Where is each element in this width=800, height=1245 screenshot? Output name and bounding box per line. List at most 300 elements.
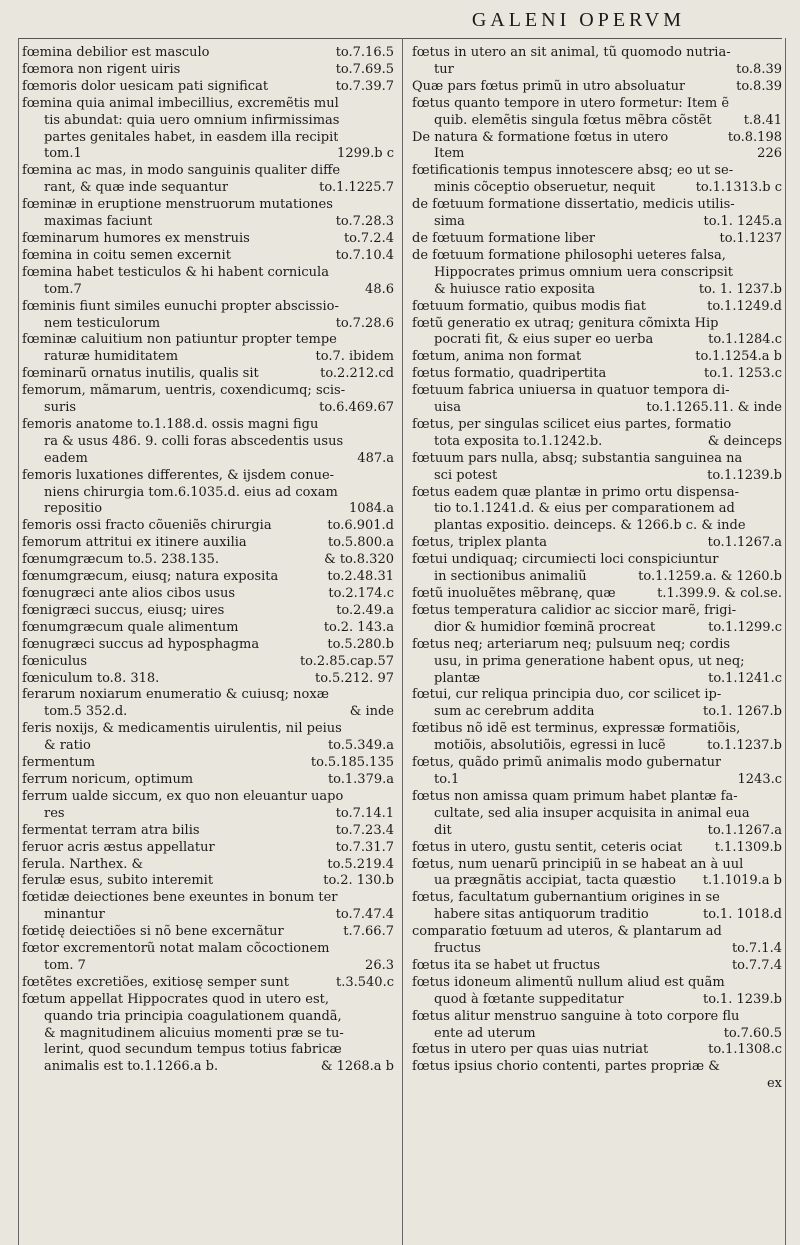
entry-reference: to.1.1265.11. & inde — [646, 400, 782, 416]
index-entry — [22, 941, 394, 975]
entry-text: fœtus formatio, quadripertita — [412, 366, 607, 382]
entry-line — [412, 857, 782, 874]
entry-text: fœminis fiunt similes eunuchi propter abscissio- — [22, 298, 339, 314]
index-entry — [412, 603, 782, 637]
entry-line — [412, 45, 782, 62]
entry-line — [412, 772, 782, 789]
entry-text: fœtus temperatura calidior ac siccior marẽ, frigi- — [412, 602, 737, 618]
entry-text: feris noxijs, & medicamentis uirulentis, nil peius — [22, 721, 342, 737]
entry-text: femorum attritui ex itinere auxilia — [22, 535, 247, 551]
entry-line — [22, 941, 394, 958]
entry-text: Quæ pars fœtus primũ in utro absoluatur — [412, 78, 686, 94]
entry-reference: t.1.399.9. & col.se. — [657, 586, 782, 601]
entry-reference: to.5.800.a — [327, 535, 394, 551]
entry-text: fœtus, facultatum gubernantium origines in se — [412, 890, 720, 906]
entry-line — [412, 535, 782, 552]
entry-reference: & 1268.a b — [320, 1059, 394, 1075]
entry-reference: to.8.198 — [727, 129, 782, 145]
index-entry — [412, 45, 782, 79]
entry-line — [22, 434, 394, 451]
entry-line — [22, 214, 394, 231]
entry-reference: to.2.48.31 — [327, 569, 394, 585]
entry-text: fœmina in coitu semen excernit — [22, 247, 231, 263]
entry-text: tur — [434, 61, 454, 77]
entry-text: to.1 — [434, 771, 460, 787]
index-entry — [412, 789, 782, 840]
index-entry — [22, 163, 394, 197]
entry-line — [22, 130, 394, 147]
entry-line — [412, 518, 782, 535]
entry-reference: to.1.1237 — [719, 230, 782, 246]
entry-reference: to.5.349.a — [327, 738, 394, 754]
entry-text: fœminarũ ornatus inutilis, qualis sit — [22, 366, 259, 382]
entry-text: repositio — [44, 501, 103, 517]
entry-text: femoris anatome to.1.188.d. ossis magni figu — [22, 416, 319, 432]
entry-line — [22, 992, 394, 1009]
entry-text: tom.1 — [44, 146, 82, 162]
entry-line — [22, 620, 394, 637]
entry-line — [22, 687, 394, 704]
entry-text: fœtus idoneum alimentũ nullum aliud est quãm — [412, 974, 725, 990]
entry-reference: t.8.41 — [743, 112, 782, 128]
entry-text: fœtus eadem quæ plantæ in primo ortu dispensa- — [412, 484, 739, 500]
entry-text: usu, in prima generatione habent opus, ut neq; — [434, 653, 745, 669]
index-entry — [412, 924, 782, 958]
entry-reference: to.1.1249.d — [707, 298, 782, 314]
entry-text: fœtũ generatio ex utraq; genitura cõmixta Hip — [412, 315, 719, 331]
entry-text: tio to.1.1241.d. & eius per comparationem ad — [434, 501, 735, 517]
entry-reference: to.5.212. 97 — [315, 670, 394, 686]
entry-text: comparatio fœtuum ad uteros, & plantarum ad — [412, 924, 722, 940]
index-entry — [22, 468, 394, 519]
entry-text: minis cõceptio obseruetur, nequit — [434, 180, 656, 196]
running-header: GALENI OPERVM — [471, 9, 685, 31]
index-entry — [412, 197, 782, 231]
entry-line — [22, 248, 394, 265]
index-entry — [22, 366, 394, 383]
entry-text: quod à fœtante suppeditatur — [434, 991, 624, 1007]
entry-reference: to.1.1313.b c — [695, 180, 782, 196]
entry-line — [412, 958, 782, 975]
entry-reference: 1243.c — [737, 771, 782, 787]
entry-text: tom.7 — [44, 281, 82, 297]
entry-text: plantæ — [434, 670, 481, 686]
entry-line — [22, 637, 394, 654]
right-margin-rule — [785, 38, 786, 1245]
index-entry — [22, 569, 394, 586]
entry-reference: t.7.66.7 — [343, 924, 394, 940]
entry-line — [412, 96, 782, 113]
index-entry — [412, 79, 782, 96]
entry-line — [412, 62, 782, 79]
index-entry — [412, 231, 782, 248]
entry-text: fœnumgræcum quale alimentum — [22, 619, 239, 635]
entry-text: quando tria principia coagulationem quandã, — [44, 1008, 342, 1024]
entry-text: fœnugræci succus ad hyposphagma — [22, 636, 260, 652]
entry-line — [22, 789, 394, 806]
entry-text: animalis est to.1.1266.a b. — [44, 1059, 219, 1075]
index-entry — [22, 975, 394, 992]
entry-text: partes genitales habet, in easdem illa recipit — [44, 129, 339, 145]
entry-reference: & deinceps — [707, 433, 782, 449]
entry-line — [412, 79, 782, 96]
index-entry — [22, 586, 394, 603]
entry-reference: to.7.69.5 — [335, 61, 394, 77]
index-entry — [22, 299, 394, 333]
entry-reference: t.3.540.c — [336, 974, 394, 990]
entry-reference: to.7.16.5 — [335, 45, 394, 60]
entry-text: eadem — [44, 450, 88, 466]
index-entry — [412, 637, 782, 688]
index-entry — [412, 840, 782, 857]
index-entry — [22, 687, 394, 721]
entry-line — [412, 552, 782, 569]
index-entry — [412, 687, 782, 721]
entry-line — [22, 349, 394, 366]
entry-line — [22, 1042, 394, 1059]
entry-text: fœminæ in eruptione menstruorum mutationes — [22, 197, 333, 213]
entry-reference: to.7.10.4 — [335, 247, 394, 263]
entry-text: & magnitudinem alicuius momenti præ se tu- — [44, 1025, 344, 1041]
entry-line — [22, 1026, 394, 1043]
entry-text: dior & humidior fœminã procreat — [434, 619, 656, 635]
entry-line — [22, 265, 394, 282]
entry-line — [412, 1009, 782, 1026]
entry-line — [22, 569, 394, 586]
entry-reference: to.1. 1018.d — [702, 907, 782, 923]
entry-line — [22, 1009, 394, 1026]
entry-reference: to.2.85.cap.57 — [299, 653, 394, 669]
entry-text: dit — [434, 822, 452, 838]
entry-line — [22, 873, 394, 890]
entry-line — [412, 163, 782, 180]
index-column-left — [22, 45, 394, 1245]
entry-line — [22, 1059, 394, 1076]
entry-line — [412, 992, 782, 1009]
entry-text: sci potest — [434, 467, 498, 483]
entry-text: fœtus non amissa quam primum habet plantæ fa- — [412, 788, 738, 804]
entry-reference: to.5.280.b — [327, 636, 394, 652]
entry-line — [22, 586, 394, 603]
entry-text: fœtibus nõ idẽ est terminus, expressæ formatiõis, — [412, 721, 741, 737]
entry-text: fœtẽtes excretiões, exitiosę semper sunt — [22, 974, 289, 990]
index-entry — [412, 485, 782, 536]
entry-reference: to.7.28.3 — [335, 214, 394, 230]
index-entry — [22, 873, 394, 890]
entry-text: ra & usus 486. 9. colli foras abscedentis usus — [44, 433, 344, 449]
entry-text: fœmina debilior est masculo — [22, 45, 210, 60]
entry-line — [412, 721, 782, 738]
entry-line — [412, 671, 782, 688]
index-entry — [412, 552, 782, 586]
index-entry — [412, 755, 782, 789]
entry-line — [412, 890, 782, 907]
entry-text: fœnumgræcum to.5. 238.135. — [22, 552, 219, 568]
entry-line — [412, 316, 782, 333]
entry-line — [22, 197, 394, 214]
entry-text: motiõis, absolutiõis, egressi in lucẽ — [434, 738, 666, 754]
entry-text: fœmina habet testiculos & hi habent cornicula — [22, 264, 329, 280]
entry-text: sima — [434, 214, 465, 230]
entry-text: femorum, mãmarum, uentris, coxendicumq; scis- — [22, 383, 346, 399]
index-entry — [22, 552, 394, 569]
entry-text: de fœtuum formatione philosophi ueteres falsa, — [412, 247, 726, 263]
index-entry — [412, 721, 782, 755]
entry-text: tis abundat: quia uero omnium infirmissimas — [44, 112, 340, 128]
entry-line — [22, 366, 394, 383]
index-entry — [22, 671, 394, 688]
entry-line — [22, 518, 394, 535]
entry-line — [22, 535, 394, 552]
index-entry — [22, 417, 394, 468]
entry-text: fœtus, triplex planta — [412, 535, 548, 551]
entry-line — [412, 654, 782, 671]
index-entry — [412, 1042, 782, 1059]
index-entry — [22, 924, 394, 941]
column-divider-rule — [402, 38, 403, 1245]
index-entry — [22, 79, 394, 96]
entry-line — [22, 823, 394, 840]
entry-line — [22, 79, 394, 96]
index-column-right — [412, 45, 782, 1245]
entry-line — [22, 671, 394, 688]
entry-reference: to.1. 1239.b — [702, 991, 782, 1007]
index-entry — [412, 299, 782, 316]
entry-reference: to.5.219.4 — [327, 856, 394, 872]
entry-text: pocrati fit, & eius super eo uerba — [434, 332, 654, 348]
entry-reference: to.6.469.67 — [319, 400, 394, 416]
entry-text: tota exposita to.1.1242.b. — [434, 433, 603, 449]
entry-line — [412, 146, 782, 163]
entry-text: fermentat terram atra bilis — [22, 822, 200, 838]
index-entry — [412, 586, 782, 603]
entry-line — [412, 299, 782, 316]
entry-line — [412, 383, 782, 400]
index-entry — [22, 840, 394, 857]
index-entry — [412, 366, 782, 383]
entry-text: rant, & quæ inde sequantur — [44, 180, 229, 196]
index-entry — [412, 535, 782, 552]
entry-line — [22, 890, 394, 907]
entry-text: fructus — [434, 941, 481, 957]
entry-reference: to.1.1237.b — [707, 738, 782, 754]
index-entry — [22, 637, 394, 654]
entry-line — [22, 299, 394, 316]
entry-text: fœtus, per singulas scilicet eius partes, formatio — [412, 416, 732, 432]
entry-line — [22, 924, 394, 941]
entry-line — [412, 214, 782, 231]
index-entry — [22, 332, 394, 366]
entry-line — [22, 400, 394, 417]
entry-line — [22, 603, 394, 620]
entry-text: fœtificationis tempus innotescere absq; eo ut se- — [412, 163, 734, 179]
entry-text: fœtus in utero per quas uias nutriat — [412, 1042, 649, 1058]
entry-text: sum ac cerebrum addita — [434, 704, 595, 720]
entry-reference: to.8.39 — [736, 61, 782, 77]
entry-text: fœtum appellat Hippocrates quod in utero est, — [22, 991, 329, 1007]
entry-text: fœnumgræcum, eiusq; natura exposita — [22, 569, 279, 585]
index-entry — [412, 383, 782, 417]
entry-line — [412, 451, 782, 468]
entry-line — [412, 603, 782, 620]
entry-text: & ratio — [44, 738, 91, 754]
entry-reference: to.1.1259.a. & 1260.b — [638, 569, 782, 585]
index-entry — [412, 1009, 782, 1043]
entry-line — [412, 434, 782, 451]
entry-line — [22, 654, 394, 671]
entry-text: ferrum ualde siccum, ex quo non eleuantur uapo — [22, 788, 344, 804]
index-entry — [22, 518, 394, 535]
entry-line — [22, 704, 394, 721]
entry-text: fœminarum humores ex menstruis — [22, 230, 250, 246]
entry-text: & huiusce ratio exposita — [434, 281, 596, 297]
entry-text: habere sitas antiquorum traditio — [434, 907, 649, 923]
index-entry — [22, 265, 394, 299]
entry-line — [22, 62, 394, 79]
index-entry — [22, 96, 394, 164]
entry-reference: to.7.60.5 — [723, 1025, 782, 1041]
entry-line — [22, 383, 394, 400]
entry-reference: to.1.1241.c — [708, 670, 782, 686]
index-entry — [412, 890, 782, 924]
index-entry — [22, 789, 394, 823]
entry-line — [412, 349, 782, 366]
entry-text: fœnugræci ante alios cibos usus — [22, 586, 236, 601]
index-entry — [412, 316, 782, 350]
entry-reference: to.2. 143.a — [323, 619, 394, 635]
entry-reference: to.2.174.c — [328, 586, 394, 601]
entry-reference: to.1.1267.a — [707, 822, 782, 838]
entry-reference: to.7.7.4 — [731, 957, 782, 973]
entry-line — [412, 873, 782, 890]
index-entry — [22, 857, 394, 874]
entry-text: feruor acris æstus appellatur — [22, 839, 215, 855]
entry-reference: to.8.39 — [736, 78, 782, 94]
entry-text: quib. elemẽtis singula fœtus mẽbra cõstẽt — [434, 112, 712, 128]
entry-text: fœniculum to.8. 318. — [22, 670, 160, 686]
entry-line — [412, 501, 782, 518]
entry-line — [22, 163, 394, 180]
entry-text: fœtum, anima non format — [412, 349, 582, 365]
entry-line — [412, 197, 782, 214]
entry-text: fœtus in utero an sit animal, tũ quomodo nutria- — [412, 45, 731, 60]
entry-text: fœtũ inuoluẽtes mẽbranę, quæ — [412, 586, 616, 601]
entry-line — [412, 468, 782, 485]
entry-line — [22, 840, 394, 857]
entry-line — [412, 231, 782, 248]
entry-reference: to.7.47.4 — [335, 907, 394, 923]
entry-line — [412, 637, 782, 654]
index-entry — [22, 535, 394, 552]
entry-line — [412, 485, 782, 502]
entry-text: fœmina quia animal imbecillius, excremẽtis mul — [22, 95, 339, 111]
entry-text: uisa — [434, 400, 461, 416]
entry-reference: to.1.1254.a b — [695, 349, 782, 365]
entry-reference: t.1.1019.a b — [702, 873, 782, 889]
index-entry — [22, 654, 394, 671]
index-entry — [22, 890, 394, 924]
entry-text: plantas expositio. deinceps. & 1266.b c. & inde — [434, 518, 746, 534]
entry-reference: to.5.185.135 — [310, 755, 394, 771]
entry-line — [412, 789, 782, 806]
entry-text: fœtus neq; arteriarum neq; pulsuum neq; cordis — [412, 636, 731, 652]
entry-text: fœmora non rigent uiris — [22, 61, 181, 77]
index-entry — [22, 721, 394, 755]
entry-line — [22, 451, 394, 468]
entry-line — [412, 1076, 782, 1093]
entry-text: fœmina ac mas, in modo sanguinis qualiter diffe — [22, 163, 341, 179]
entry-line — [412, 366, 782, 383]
index-entry — [412, 975, 782, 1009]
entry-reference: to.1. 1245.a — [703, 214, 782, 230]
entry-line — [22, 806, 394, 823]
entry-line — [22, 552, 394, 569]
entry-line — [412, 1042, 782, 1059]
entry-line — [412, 1059, 782, 1076]
entry-line — [412, 620, 782, 637]
entry-reference: to.7.28.6 — [335, 315, 394, 331]
entry-reference: 226 — [757, 146, 782, 162]
entry-text: fœtus ipsius chorio contenti, partes propriæ & — [412, 1059, 720, 1075]
entry-reference: to.1.1308.c — [708, 1042, 782, 1058]
entry-line — [412, 417, 782, 434]
entry-line — [412, 248, 782, 265]
entry-text: De natura & formatione fœtus in utero — [412, 129, 669, 145]
entry-reference: 1084.a — [349, 501, 394, 517]
entry-reference: & inde — [349, 704, 394, 720]
entry-text: tom.5 352.d. — [44, 704, 128, 720]
index-entry — [22, 772, 394, 789]
entry-line — [22, 958, 394, 975]
index-entry — [412, 163, 782, 197]
entry-text: fœtus, quãdo primũ animalis modo gubernatur — [412, 755, 722, 771]
entry-line — [412, 180, 782, 197]
entry-text: de fœtuum formatione dissertatio, medicis utilis- — [412, 197, 735, 213]
entry-reference: 487.a — [357, 450, 394, 466]
entry-line — [412, 941, 782, 958]
entry-text: fœtuum pars nulla, absq; substantia sanguinea na — [412, 450, 743, 466]
entry-line — [22, 417, 394, 434]
entry-reference: to.2.49.a — [336, 602, 394, 618]
entry-reference: to.7.23.4 — [335, 822, 394, 838]
entry-line — [22, 468, 394, 485]
index-entry — [412, 349, 782, 366]
entry-text: fœtus, num uenarũ principiũ in se habeat an à uul — [412, 856, 744, 872]
entry-reference: 1299.b c — [337, 146, 394, 162]
entry-reference: to.6.901.d — [327, 518, 394, 534]
entry-reference: to.2. 130.b — [323, 873, 394, 889]
entry-line — [412, 1026, 782, 1043]
entry-line — [22, 501, 394, 518]
entry-text: ente ad uterum — [434, 1025, 536, 1041]
entry-text: fœtus ita se habet ut fructus — [412, 957, 600, 973]
index-entry — [22, 383, 394, 417]
index-entry — [22, 620, 394, 637]
entry-text: cultate, sed alia insuper acquisita in animal eua — [434, 805, 750, 821]
entry-line — [22, 316, 394, 333]
entry-line — [22, 332, 394, 349]
entry-line — [22, 738, 394, 755]
index-entry — [22, 603, 394, 620]
entry-line — [22, 231, 394, 248]
entry-reference: to.1. 1267.b — [702, 704, 782, 720]
entry-text: ferulæ esus, subito interemit — [22, 873, 214, 889]
entry-text: fœtus in utero, gustu sentit, ceteris ociat — [412, 839, 683, 855]
entry-line — [22, 113, 394, 130]
entry-text: ferula. Narthex. & — [22, 856, 144, 872]
entry-line — [412, 823, 782, 840]
index-entry — [22, 197, 394, 231]
